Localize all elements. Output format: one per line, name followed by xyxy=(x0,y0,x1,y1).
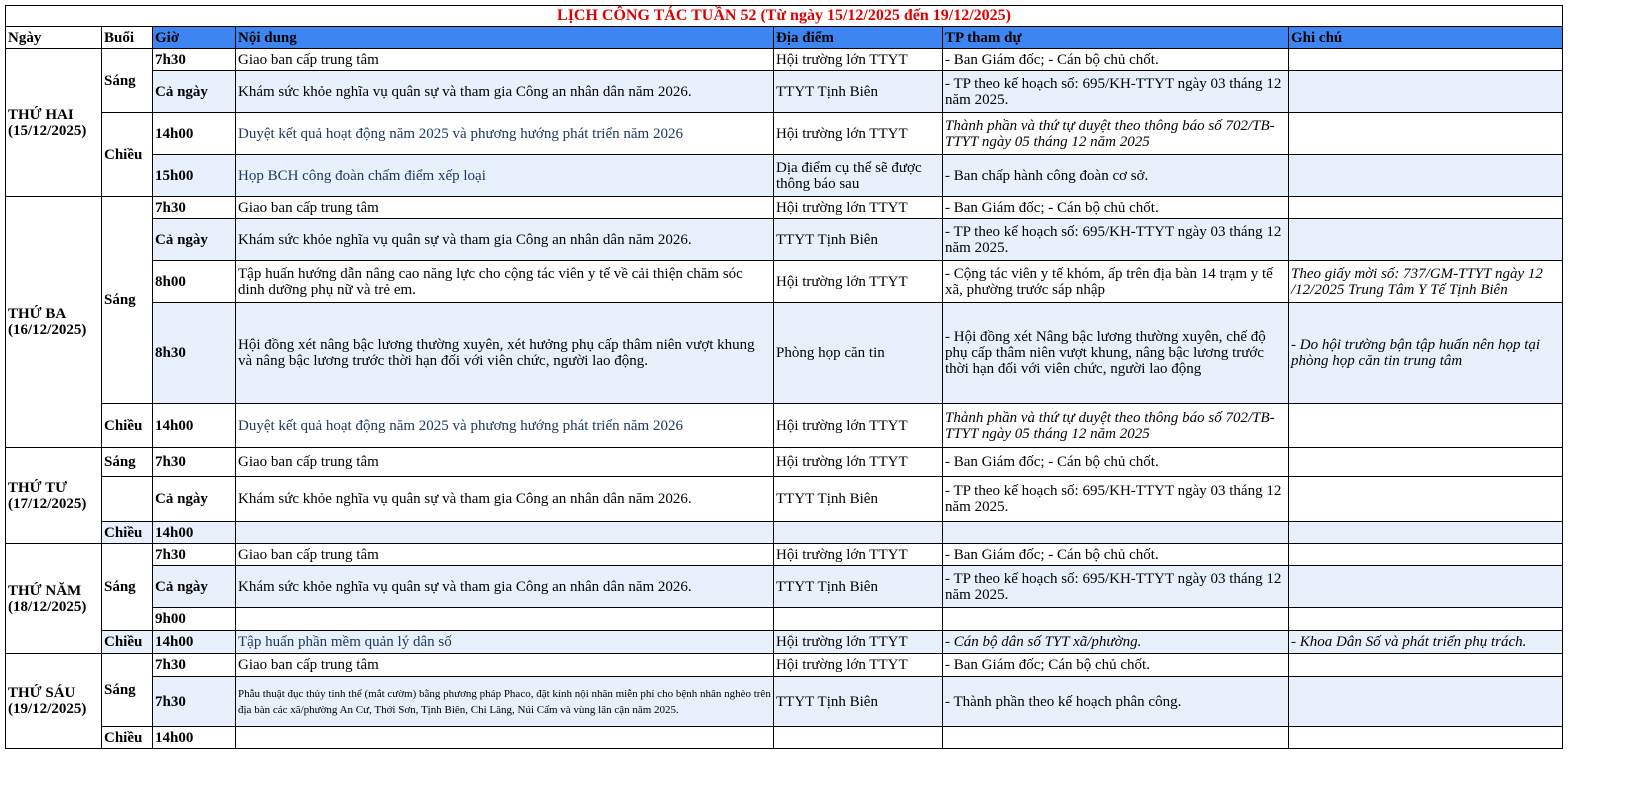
participants-cell: Thành phần và thứ tự duyệt theo thông báo số 702/TB-TTYT ngày 05 tháng 12 năm 2025 xyxy=(943,113,1289,155)
day-friday: THỨ SÁU (19/12/2025) xyxy=(6,654,102,749)
participants-cell: - Cán bộ dân số TYT xã/phường. xyxy=(943,631,1289,654)
note-cell xyxy=(1289,155,1563,197)
content-cell: Tập huấn hướng dẫn nâng cao năng lực cho cộng tác viên y tế về cải thiện chăm sóc dinh dưỡng phụ nữ và trẻ em. xyxy=(236,261,774,303)
note-cell xyxy=(1289,477,1563,522)
content-cell: Giao ban cấp trung tâm xyxy=(236,448,774,477)
header-noi-dung: Nội dung xyxy=(236,27,774,49)
note-cell: - Khoa Dân Số và phát triển phụ trách. xyxy=(1289,631,1563,654)
participants-cell: - TP theo kế hoạch số: 695/KH-TTYT ngày 03 tháng 12 năm 2025. xyxy=(943,477,1289,522)
table-row xyxy=(6,727,1563,749)
place-cell: Hội trường lớn TTYT xyxy=(774,404,943,448)
table-row xyxy=(6,49,1563,71)
table-row xyxy=(6,477,1563,522)
content-cell: Giao ban cấp trung tâm xyxy=(236,49,774,71)
time-cell: 14h00 xyxy=(153,522,236,544)
note-cell xyxy=(1289,448,1563,477)
place-cell: Hội trường lớn TTYT xyxy=(774,261,943,303)
note-cell xyxy=(1289,219,1563,261)
session-afternoon: Chiều xyxy=(102,113,153,197)
content-cell: Duyệt kết quả hoạt động năm 2025 và phương hướng phát triển năm 2026 xyxy=(236,113,774,155)
note-cell xyxy=(1289,113,1563,155)
participants-cell: - Ban Giám đốc; - Cán bộ chủ chốt. xyxy=(943,197,1289,219)
session-morning: Sáng xyxy=(102,544,153,631)
header-row xyxy=(6,27,1563,49)
table-row xyxy=(6,404,1563,448)
table-row xyxy=(6,197,1563,219)
participants-cell: - Hội đồng xét Nâng bậc lương thường xuyên, chế độ phụ cấp thâm niên vượt khung, nâng bậc lương trước thời hạn đối với viên chức, người lao động xyxy=(943,303,1289,404)
content-cell: Phẫu thuật đục thủy tinh thể (mắt cườm) bằng phương pháp Phaco, đặt kính nội nhãn miễn phí cho bệnh nhân nghèo trên địa bàn các xã/phường An Cư, Thới Sơn, Tịnh Biên, Chi Lăng, Núi Cấm và vùng lân cận năm 2025. xyxy=(236,677,774,727)
table-row xyxy=(6,631,1563,654)
participants-cell: - Thành phần theo kế hoạch phân công. xyxy=(943,677,1289,727)
time-cell: 14h00 xyxy=(153,631,236,654)
participants-cell xyxy=(943,727,1289,749)
content-cell: Giao ban cấp trung tâm xyxy=(236,197,774,219)
participants-cell: - Ban Giám đốc; - Cán bộ chủ chốt. xyxy=(943,49,1289,71)
time-cell: 14h00 xyxy=(153,727,236,749)
note-cell xyxy=(1289,566,1563,608)
session-empty xyxy=(102,477,153,522)
time-cell: 7h30 xyxy=(153,544,236,566)
time-cell: 7h30 xyxy=(153,654,236,677)
session-morning: Sáng xyxy=(102,197,153,404)
day-wednesday: THỨ TƯ (17/12/2025) xyxy=(6,448,102,544)
place-cell: TTYT Tịnh Biên xyxy=(774,219,943,261)
time-cell: 14h00 xyxy=(153,113,236,155)
place-cell: TTYT Tịnh Biên xyxy=(774,677,943,727)
place-cell: TTYT Tịnh Biên xyxy=(774,71,943,113)
table-row xyxy=(6,544,1563,566)
place-cell: Hội trường lớn TTYT xyxy=(774,448,943,477)
table-row xyxy=(6,608,1563,631)
content-cell: Khám sức khỏe nghĩa vụ quân sự và tham gia Công an nhân dân năm 2026. xyxy=(236,566,774,608)
time-cell: 7h30 xyxy=(153,677,236,727)
schedule-title: LỊCH CÔNG TÁC TUẦN 52 (Từ ngày 15/12/2025 đến 19/12/2025) xyxy=(6,6,1563,27)
content-cell: Giao ban cấp trung tâm xyxy=(236,544,774,566)
day-thursday: THỨ NĂM (18/12/2025) xyxy=(6,544,102,654)
time-cell: Cả ngày xyxy=(153,566,236,608)
table-row xyxy=(6,654,1563,677)
session-afternoon: Chiều xyxy=(102,404,153,448)
session-afternoon: Chiều xyxy=(102,727,153,749)
note-cell xyxy=(1289,71,1563,113)
participants-cell: - Ban Giám đốc; Cán bộ chủ chốt. xyxy=(943,654,1289,677)
participants-cell: Thành phần và thứ tự duyệt theo thông báo số 702/TB-TTYT ngày 05 tháng 12 năm 2025 xyxy=(943,404,1289,448)
place-cell: Hội trường lớn TTYT xyxy=(774,654,943,677)
table-row xyxy=(6,113,1563,155)
participants-cell: - Ban chấp hành công đoàn cơ sở. xyxy=(943,155,1289,197)
header-ghi-chu: Ghi chú xyxy=(1289,27,1563,49)
place-cell: TTYT Tịnh Biên xyxy=(774,477,943,522)
note-cell xyxy=(1289,522,1563,544)
header-dia-diem: Địa điểm xyxy=(774,27,943,49)
note-cell xyxy=(1289,654,1563,677)
content-cell: Hội đồng xét nâng bậc lương thường xuyên, xét hưởng phụ cấp thâm niên vượt khung và nâng bậc lương trước thời hạn đối với viên chức, người lao động. xyxy=(236,303,774,404)
place-cell: TTYT Tịnh Biên xyxy=(774,566,943,608)
participants-cell xyxy=(943,522,1289,544)
header-gio: Giờ xyxy=(153,27,236,49)
content-cell xyxy=(236,727,774,749)
header-buoi: Buổi xyxy=(102,27,153,49)
participants-cell: - Ban Giám đốc; - Cán bộ chủ chốt. xyxy=(943,448,1289,477)
time-cell: 14h00 xyxy=(153,404,236,448)
time-cell: Cả ngày xyxy=(153,477,236,522)
session-morning: Sáng xyxy=(102,654,153,727)
participants-cell: - TP theo kế hoạch số: 695/KH-TTYT ngày 03 tháng 12 năm 2025. xyxy=(943,71,1289,113)
participants-cell: - Ban Giám đốc; - Cán bộ chủ chốt. xyxy=(943,544,1289,566)
content-cell xyxy=(236,608,774,631)
note-cell xyxy=(1289,49,1563,71)
weekly-schedule-table xyxy=(5,5,1563,749)
session-afternoon: Chiều xyxy=(102,522,153,544)
content-cell: Họp BCH công đoàn chấm điểm xếp loại xyxy=(236,155,774,197)
title-row xyxy=(6,6,1563,27)
content-cell: Tập huấn phần mềm quản lý dân số xyxy=(236,631,774,654)
time-cell: Cả ngày xyxy=(153,219,236,261)
participants-cell xyxy=(943,608,1289,631)
table-row xyxy=(6,677,1563,727)
place-cell xyxy=(774,727,943,749)
content-cell xyxy=(236,522,774,544)
session-morning: Sáng xyxy=(102,49,153,113)
note-cell xyxy=(1289,677,1563,727)
table-row xyxy=(6,522,1563,544)
note-cell: Theo giấy mời số: 737/GM-TTYT ngày 12 /12/2025 Trung Tâm Y Tế Tịnh Biên xyxy=(1289,261,1563,303)
table-row xyxy=(6,566,1563,608)
time-cell: 8h00 xyxy=(153,261,236,303)
session-afternoon: Chiều xyxy=(102,631,153,654)
place-cell: Hội trường lớn TTYT xyxy=(774,197,943,219)
note-cell: - Do hội trường bận tập huấn nên họp tại phòng họp căn tin trung tâm xyxy=(1289,303,1563,404)
place-cell: Dịa điểm cụ thể sẽ được thông báo sau xyxy=(774,155,943,197)
content-cell: Duyệt kết quả hoạt động năm 2025 và phương hướng phát triển năm 2026 xyxy=(236,404,774,448)
time-cell: 7h30 xyxy=(153,448,236,477)
time-cell: 15h00 xyxy=(153,155,236,197)
content-cell: Khám sức khỏe nghĩa vụ quân sự và tham gia Công an nhân dân năm 2026. xyxy=(236,71,774,113)
content-cell: Giao ban cấp trung tâm xyxy=(236,654,774,677)
time-cell: 9h00 xyxy=(153,608,236,631)
table-row xyxy=(6,71,1563,113)
day-monday: THỨ HAI (15/12/2025) xyxy=(6,49,102,197)
table-row xyxy=(6,303,1563,404)
note-cell xyxy=(1289,544,1563,566)
header-tp-tham-du: TP tham dự xyxy=(943,27,1289,49)
note-cell xyxy=(1289,197,1563,219)
place-cell: Hội trường lớn TTYT xyxy=(774,544,943,566)
table-row xyxy=(6,448,1563,477)
day-tuesday: THỨ BA (16/12/2025) xyxy=(6,197,102,448)
content-cell: Khám sức khỏe nghĩa vụ quân sự và tham gia Công an nhân dân năm 2026. xyxy=(236,219,774,261)
place-cell: Hội trường lớn TTYT xyxy=(774,113,943,155)
place-cell: Hội trường lớn TTYT xyxy=(774,49,943,71)
time-cell: Cả ngày xyxy=(153,71,236,113)
time-cell: 7h30 xyxy=(153,197,236,219)
table-row xyxy=(6,219,1563,261)
place-cell xyxy=(774,608,943,631)
place-cell: Phòng họp căn tin xyxy=(774,303,943,404)
time-cell: 8h30 xyxy=(153,303,236,404)
time-cell: 7h30 xyxy=(153,49,236,71)
note-cell xyxy=(1289,404,1563,448)
participants-cell: - TP theo kế hoạch số: 695/KH-TTYT ngày 03 tháng 12 năm 2025. xyxy=(943,566,1289,608)
note-cell xyxy=(1289,608,1563,631)
participants-cell: - Cộng tác viên y tế khóm, ấp trên địa bàn 14 trạm y tế xã, phường trước sáp nhập xyxy=(943,261,1289,303)
participants-cell: - TP theo kế hoạch số: 695/KH-TTYT ngày 03 tháng 12 năm 2025. xyxy=(943,219,1289,261)
place-cell: Hội trường lớn TTYT xyxy=(774,631,943,654)
note-cell xyxy=(1289,727,1563,749)
place-cell xyxy=(774,522,943,544)
header-ngay: Ngày xyxy=(6,27,102,49)
session-morning: Sáng xyxy=(102,448,153,477)
table-row xyxy=(6,261,1563,303)
table-row xyxy=(6,155,1563,197)
content-cell: Khám sức khỏe nghĩa vụ quân sự và tham gia Công an nhân dân năm 2026. xyxy=(236,477,774,522)
